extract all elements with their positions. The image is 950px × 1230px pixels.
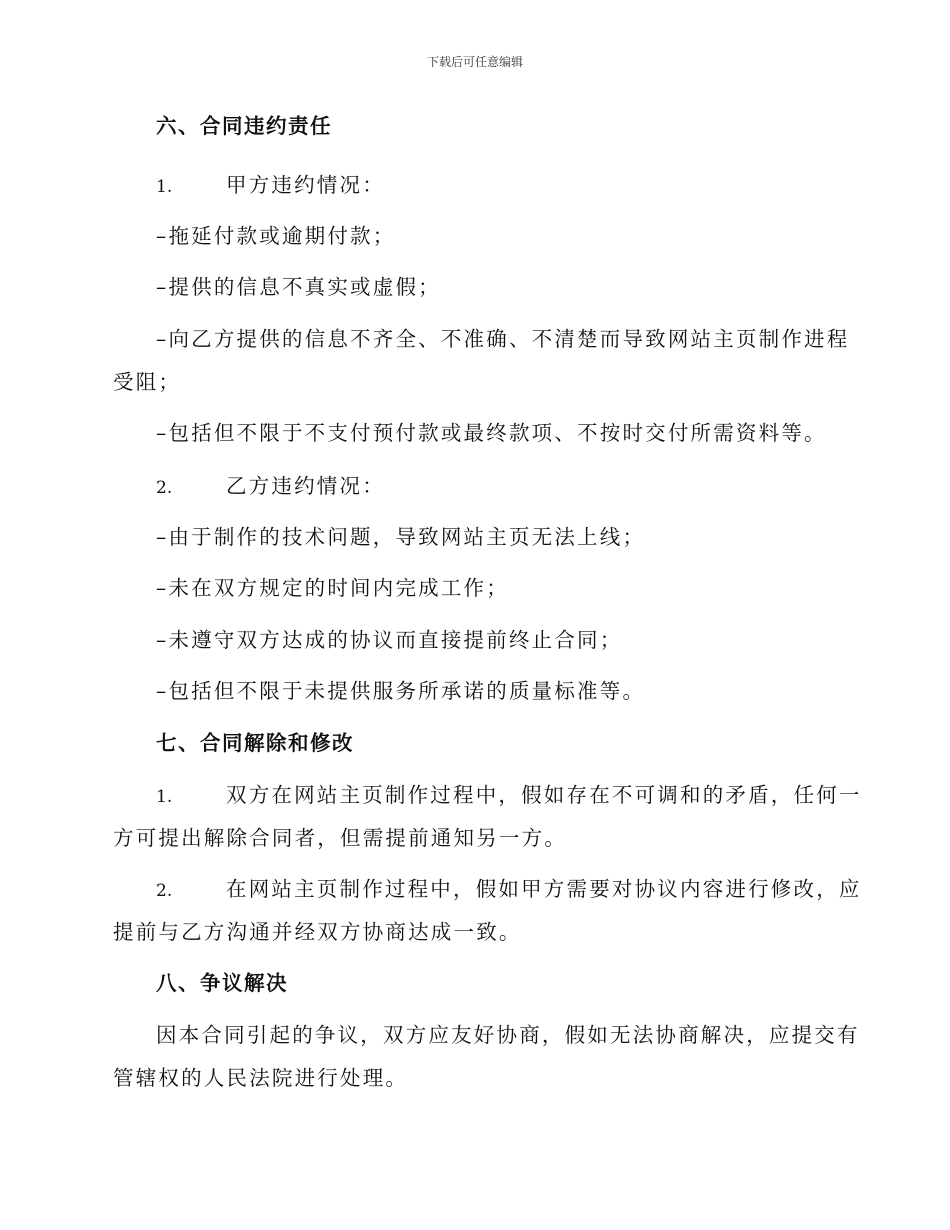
item-text: 甲方违约情况： xyxy=(226,173,385,197)
item-text: 双方在网站主页制作过程中，假如存在不可调和的矛盾，任何一 xyxy=(226,783,862,807)
list-item: –向乙方提供的信息不齐全、不准确、不清楚而导致网站主页制作进程 xyxy=(156,327,850,351)
section-6-item-2 xyxy=(113,469,385,499)
section-8-title: 八、争议解决 xyxy=(156,971,288,995)
item-text: 在网站主页制作过程中，假如甲方需要对协议内容进行修改，应 xyxy=(226,877,862,901)
paragraph-continuation: 管辖权的人民法院进行处理。 xyxy=(113,1066,409,1090)
item-number: 2. xyxy=(156,478,173,498)
page-header-note: 下载后可任意编辑 xyxy=(426,55,523,69)
list-item: –由于制作的技术问题，导致网站主页无法上线； xyxy=(156,525,646,549)
paragraph-continuation: 方可提出解除合同者，但需提前通知另一方。 xyxy=(113,826,567,850)
section-8-paragraph: 因本合同引起的争议，双方应友好协商，假如无法协商解决，应提交有 xyxy=(156,1023,860,1047)
section-6-item-1 xyxy=(113,168,385,198)
item-number: 2. xyxy=(156,881,173,901)
item-number: 1. xyxy=(156,177,173,197)
item-text: 乙方违约情况： xyxy=(226,474,385,498)
paragraph-continuation: 提前与乙方沟通并经双方协商达成一致。 xyxy=(113,920,522,944)
section-6-title: 六、合同违约责任 xyxy=(156,114,332,138)
list-item: –包括但不限于未提供服务所承诺的质量标准等。 xyxy=(156,679,646,703)
list-item-continuation: 受阻； xyxy=(113,370,182,394)
item-number: 1. xyxy=(156,787,173,807)
list-item: –提供的信息不真实或虚假； xyxy=(156,275,441,299)
section-7-item-2 xyxy=(113,872,862,902)
list-item: –拖延付款或逾期付款； xyxy=(156,224,396,248)
list-item: –未在双方规定的时间内完成工作； xyxy=(156,576,509,600)
list-item: –未遵守双方达成的协议而直接提前终止合同； xyxy=(156,628,623,652)
list-item: –包括但不限于不支付预付款或最终款项、不按时交付所需资料等。 xyxy=(156,421,827,445)
section-7-title: 七、合同解除和修改 xyxy=(156,731,354,755)
section-7-item-1 xyxy=(113,778,862,808)
